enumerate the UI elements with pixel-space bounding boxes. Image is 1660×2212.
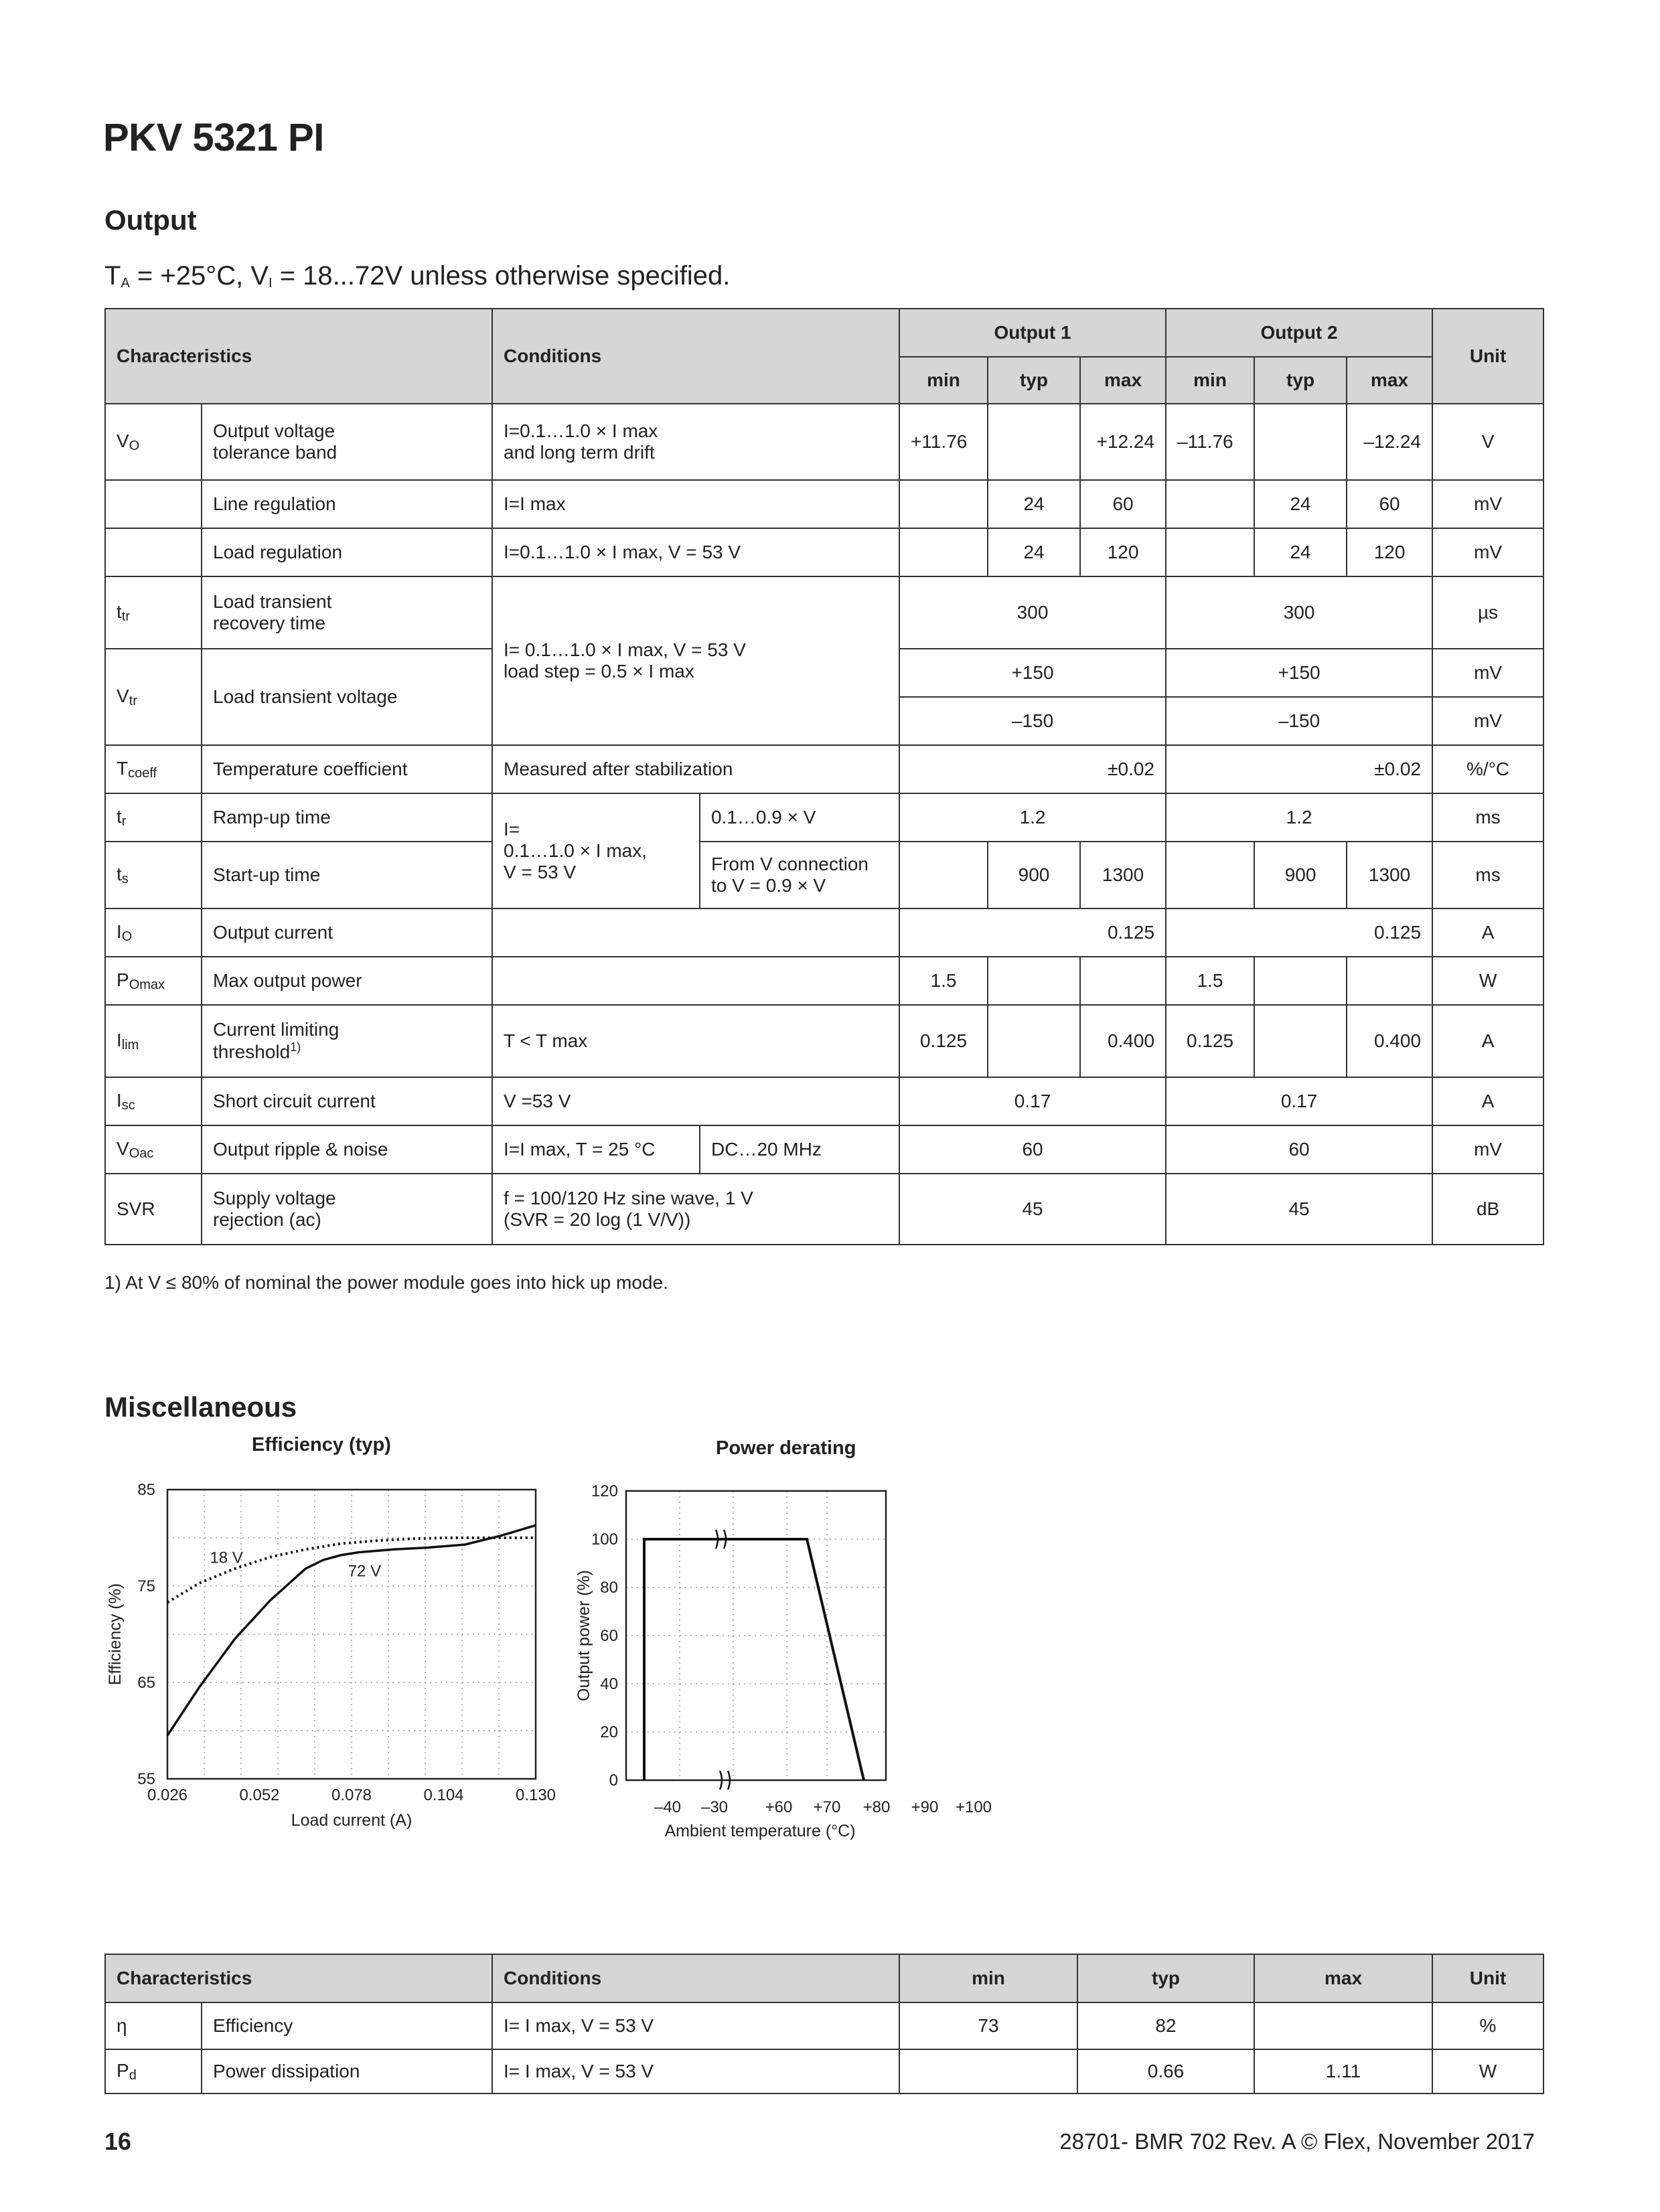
- header-conditions: Conditions: [492, 1954, 899, 2002]
- symbol: η: [105, 2002, 202, 2049]
- characteristic: Temperature coefficient: [202, 745, 492, 793]
- max: 1.11: [1254, 2049, 1432, 2094]
- characteristic: Output voltage tolerance band: [202, 404, 492, 480]
- o2-min: 1.5: [1166, 957, 1254, 1005]
- o1-typ: 60: [899, 1125, 1166, 1174]
- o1-min: 1.5: [899, 957, 988, 1005]
- unit: ms: [1432, 793, 1543, 842]
- o1-max: 0.125: [899, 908, 1166, 957]
- y-tick-label: 80: [600, 1579, 618, 1597]
- unit: A: [1432, 1005, 1543, 1077]
- header-o2-typ: typ: [1254, 357, 1347, 404]
- o2-typ-neg: –150: [1166, 697, 1432, 745]
- o2-typ: 24: [1254, 480, 1347, 528]
- unit: A: [1432, 908, 1543, 957]
- derating-line: [644, 1539, 864, 1780]
- unit: mV: [1432, 480, 1543, 528]
- x-tick-label: 0.052: [239, 1786, 280, 1804]
- x-tick-label: +90: [911, 1798, 939, 1816]
- o2-max: 0.125: [1166, 908, 1432, 957]
- series-label-72v: 72 V: [348, 1562, 382, 1581]
- x-tick-label: 0.026: [147, 1786, 188, 1804]
- characteristic: Efficiency: [202, 2002, 492, 2049]
- y-tick-label: 120: [591, 1482, 618, 1500]
- unit: W: [1432, 2049, 1543, 2094]
- condition: I=I max, T = 25 °C: [492, 1125, 700, 1174]
- header-o1-min: min: [899, 357, 988, 404]
- page-number: 16: [104, 2128, 132, 2155]
- symbol: $V_O$: [105, 404, 202, 480]
- unit: A: [1432, 1077, 1543, 1125]
- characteristic: Max output power: [202, 957, 492, 1005]
- condition: I= I max, V = 53 V: [492, 2002, 899, 2049]
- condition: From V connection to V = 0.9 × V: [700, 842, 899, 908]
- characteristic: Supply voltage rejection (ac): [202, 1174, 492, 1245]
- condition: I=0.1…1.0 × I max, V = 53 V: [492, 528, 899, 576]
- o2-typ: 900: [1254, 842, 1347, 908]
- characteristic: Load transient recovery time: [202, 576, 492, 649]
- table-row-pomax: [105, 957, 1543, 1005]
- o1-max: 60: [1080, 480, 1166, 528]
- o2-max: 0.400: [1347, 1005, 1432, 1077]
- condition: T < T max: [492, 1005, 899, 1077]
- table-row-isc: [105, 1077, 1543, 1125]
- y-tick-label: 75: [137, 1577, 155, 1595]
- unit: %: [1432, 2002, 1543, 2049]
- table-row-vo: [105, 404, 1543, 480]
- efficiency-chart-title: Efficiency (typ): [252, 1434, 391, 1455]
- derating-chart: [569, 1463, 1051, 1851]
- characteristic: Output ripple & noise: [202, 1125, 492, 1174]
- x-tick-label: +100: [955, 1798, 992, 1816]
- characteristic: Ramp-up time: [202, 793, 492, 842]
- symbol: $t_{tr}$: [105, 576, 202, 649]
- table-row-svr: [105, 1174, 1543, 1245]
- condition-common: I= 0.1…1.0 × I max, V = 53 V: [492, 793, 700, 908]
- symbol: $P_{Omax}$: [105, 957, 202, 1005]
- o2-typ-pos: +150: [1166, 649, 1432, 697]
- symbol: SVR: [105, 1174, 202, 1245]
- misc-section-title: Miscellaneous: [104, 1391, 297, 1423]
- x-tick-label: +80: [862, 1798, 891, 1816]
- min: 73: [899, 2002, 1077, 2049]
- typ: 82: [1077, 2002, 1254, 2049]
- y-tick-label: 100: [591, 1530, 618, 1549]
- symbol: $P_d$: [105, 2049, 202, 2094]
- header-typ: typ: [1077, 1954, 1254, 2002]
- o1-typ: 45: [899, 1174, 1166, 1245]
- table-row-ttr: [105, 576, 1543, 649]
- o2-max: 60: [1347, 480, 1432, 528]
- o1-max: +12.24: [1080, 404, 1166, 480]
- characteristic: Current limiting threshold$^{1)}$: [202, 1005, 492, 1077]
- condition: I=0.1…1.0 × I max and long term drift: [492, 404, 899, 480]
- characteristic: Short circuit current: [202, 1077, 492, 1125]
- o1-typ-neg: –150: [899, 697, 1166, 745]
- o1-max: ±0.02: [899, 745, 1166, 793]
- min: [899, 2049, 1077, 2094]
- o1-typ: 0.17: [899, 1077, 1166, 1125]
- condition-band: DC…20 MHz: [700, 1125, 899, 1174]
- header-o1-max: max: [1080, 357, 1166, 404]
- x-tick-label: 0.104: [423, 1786, 464, 1804]
- header-unit: Unit: [1432, 1954, 1543, 2002]
- o2-max: 120: [1347, 528, 1432, 576]
- y-tick-label: 40: [600, 1675, 618, 1693]
- characteristic: Start-up time: [202, 842, 492, 908]
- table-row-line: [105, 480, 1543, 528]
- x-tick-label: –30: [700, 1798, 729, 1816]
- table-row-efficiency: [105, 2002, 1543, 2049]
- characteristic: Line regulation: [202, 480, 492, 528]
- x-axis-label: Ambient temperature (°C): [664, 1822, 856, 1840]
- unit: mV: [1432, 1125, 1543, 1174]
- condition: V =53 V: [492, 1077, 899, 1125]
- symbol: $t_s$: [105, 842, 202, 908]
- o1-typ-pos: +150: [899, 649, 1166, 697]
- o2-max: 1300: [1347, 842, 1432, 908]
- max: [1254, 2002, 1432, 2049]
- o1-min: +11.76: [899, 404, 988, 480]
- y-axis-label: Output power (%): [575, 1570, 593, 1701]
- header-output1: Output 1: [899, 309, 1166, 357]
- y-tick-label: 85: [137, 1481, 155, 1499]
- x-tick-label: –40: [654, 1798, 682, 1816]
- output-spec-table: [104, 308, 1544, 1245]
- unit: µs: [1432, 576, 1543, 649]
- header-characteristics: Characteristics: [105, 309, 492, 404]
- typ: 0.66: [1077, 2049, 1254, 2094]
- page-title: PKV 5321 PI: [103, 116, 324, 159]
- o1-max: 1300: [1080, 842, 1166, 908]
- y-tick-label: 65: [137, 1674, 155, 1692]
- symbol: $I_{lim}$: [105, 1005, 202, 1077]
- condition: Measured after stabilization: [492, 745, 899, 793]
- y-tick-label: 55: [137, 1770, 155, 1788]
- unit: mV: [1432, 649, 1543, 697]
- x-axis-label: Load current (A): [291, 1811, 412, 1830]
- symbol: $T_{coeff}$: [105, 745, 202, 793]
- o2-max: –12.24: [1347, 404, 1432, 480]
- o2-typ: 300: [1166, 576, 1432, 649]
- unit: W: [1432, 957, 1543, 1005]
- table-row-voac: [105, 1125, 1543, 1174]
- o2-min: 0.125: [1166, 1005, 1254, 1077]
- symbol: $I_O$: [105, 908, 202, 957]
- unit: mV: [1432, 528, 1543, 576]
- o1-typ: 24: [988, 528, 1080, 576]
- table-row-power-dissipation: [105, 2049, 1543, 2094]
- header-min: min: [899, 1954, 1077, 2002]
- symbol: $V_{tr}$: [105, 649, 202, 745]
- efficiency-chart: [100, 1459, 569, 1848]
- header-o2-min: min: [1166, 357, 1254, 404]
- y-tick-label: 20: [600, 1723, 618, 1741]
- o1-typ: 300: [899, 576, 1166, 649]
- condition: 0.1…0.9 × V: [700, 793, 899, 842]
- o2-typ: 60: [1166, 1125, 1432, 1174]
- output-section-title: Output: [104, 204, 197, 236]
- unit: dB: [1432, 1174, 1543, 1245]
- table-row-load: [105, 528, 1543, 576]
- symbol: $V_{Oac}$: [105, 1125, 202, 1174]
- y-tick-label: 0: [609, 1771, 618, 1790]
- condition: I= I max, V = 53 V: [492, 2049, 899, 2094]
- header-characteristics: Characteristics: [105, 1954, 492, 2002]
- table-row-ilim: [105, 1005, 1543, 1077]
- o2-max: ±0.02: [1166, 745, 1432, 793]
- characteristic: Load transient voltage: [202, 649, 492, 745]
- condition: f = 100/120 Hz sine wave, 1 V (SVR = 20 log (1 V/V)): [492, 1174, 899, 1245]
- unit: %/°C: [1432, 745, 1543, 793]
- o1-max: 120: [1080, 528, 1166, 576]
- symbol: $t_r$: [105, 793, 202, 842]
- derating-chart-title: Power derating: [716, 1437, 856, 1459]
- unit: mV: [1432, 697, 1543, 745]
- y-tick-label: 60: [600, 1627, 618, 1645]
- x-tick-label: 0.078: [331, 1786, 372, 1804]
- header-conditions: Conditions: [492, 309, 899, 404]
- misc-spec-table: [104, 1954, 1544, 2094]
- header-output2: Output 2: [1166, 309, 1432, 357]
- characteristic: Output current: [202, 908, 492, 957]
- symbol: $I_{sc}$: [105, 1077, 202, 1125]
- document-reference: 28701- BMR 702 Rev. A © Flex, November 2017: [1059, 2129, 1535, 2154]
- x-tick-label: 0.130: [515, 1786, 556, 1804]
- o1-min: 0.125: [899, 1005, 988, 1077]
- o2-typ: 0.17: [1166, 1077, 1432, 1125]
- o2-min: –11.76: [1166, 404, 1254, 480]
- x-tick-label: +70: [813, 1798, 841, 1816]
- table-row-io: [105, 908, 1543, 957]
- o1-typ: 24: [988, 480, 1080, 528]
- condition: I=I max: [492, 480, 899, 528]
- series-label-18v: 18 V: [210, 1549, 243, 1567]
- condition: I= 0.1…1.0 × I max, V = 53 V load step = 0.5 × I max: [492, 576, 899, 745]
- header-o2-max: max: [1347, 357, 1432, 404]
- o2-typ: 24: [1254, 528, 1347, 576]
- characteristic: Load regulation: [202, 528, 492, 576]
- o1-typ: 900: [988, 842, 1080, 908]
- y-axis-label: Efficiency (%): [106, 1583, 125, 1686]
- conditions-line: $T_A = +25^\circ C$, $V_I = 18...72V$ unless otherwise specified.: [104, 261, 731, 291]
- unit: V: [1432, 404, 1543, 480]
- footnote: 1) At V ≤ 80% of nominal the power module goes into hick up mode.: [104, 1272, 668, 1293]
- o1-typ: 1.2: [899, 793, 1166, 842]
- table-row-ts: [105, 842, 1543, 908]
- table-row-tr: [105, 793, 1543, 842]
- characteristic: Power dissipation: [202, 2049, 492, 2094]
- o2-typ: 1.2: [1166, 793, 1432, 842]
- unit: ms: [1432, 842, 1543, 908]
- x-tick-label: +60: [765, 1798, 793, 1816]
- header-o1-typ: typ: [988, 357, 1080, 404]
- table-row-tcoeff: [105, 745, 1543, 793]
- o1-max: 0.400: [1080, 1005, 1166, 1077]
- o2-typ: 45: [1166, 1174, 1432, 1245]
- header-unit: Unit: [1432, 309, 1543, 404]
- header-max: max: [1254, 1954, 1432, 2002]
